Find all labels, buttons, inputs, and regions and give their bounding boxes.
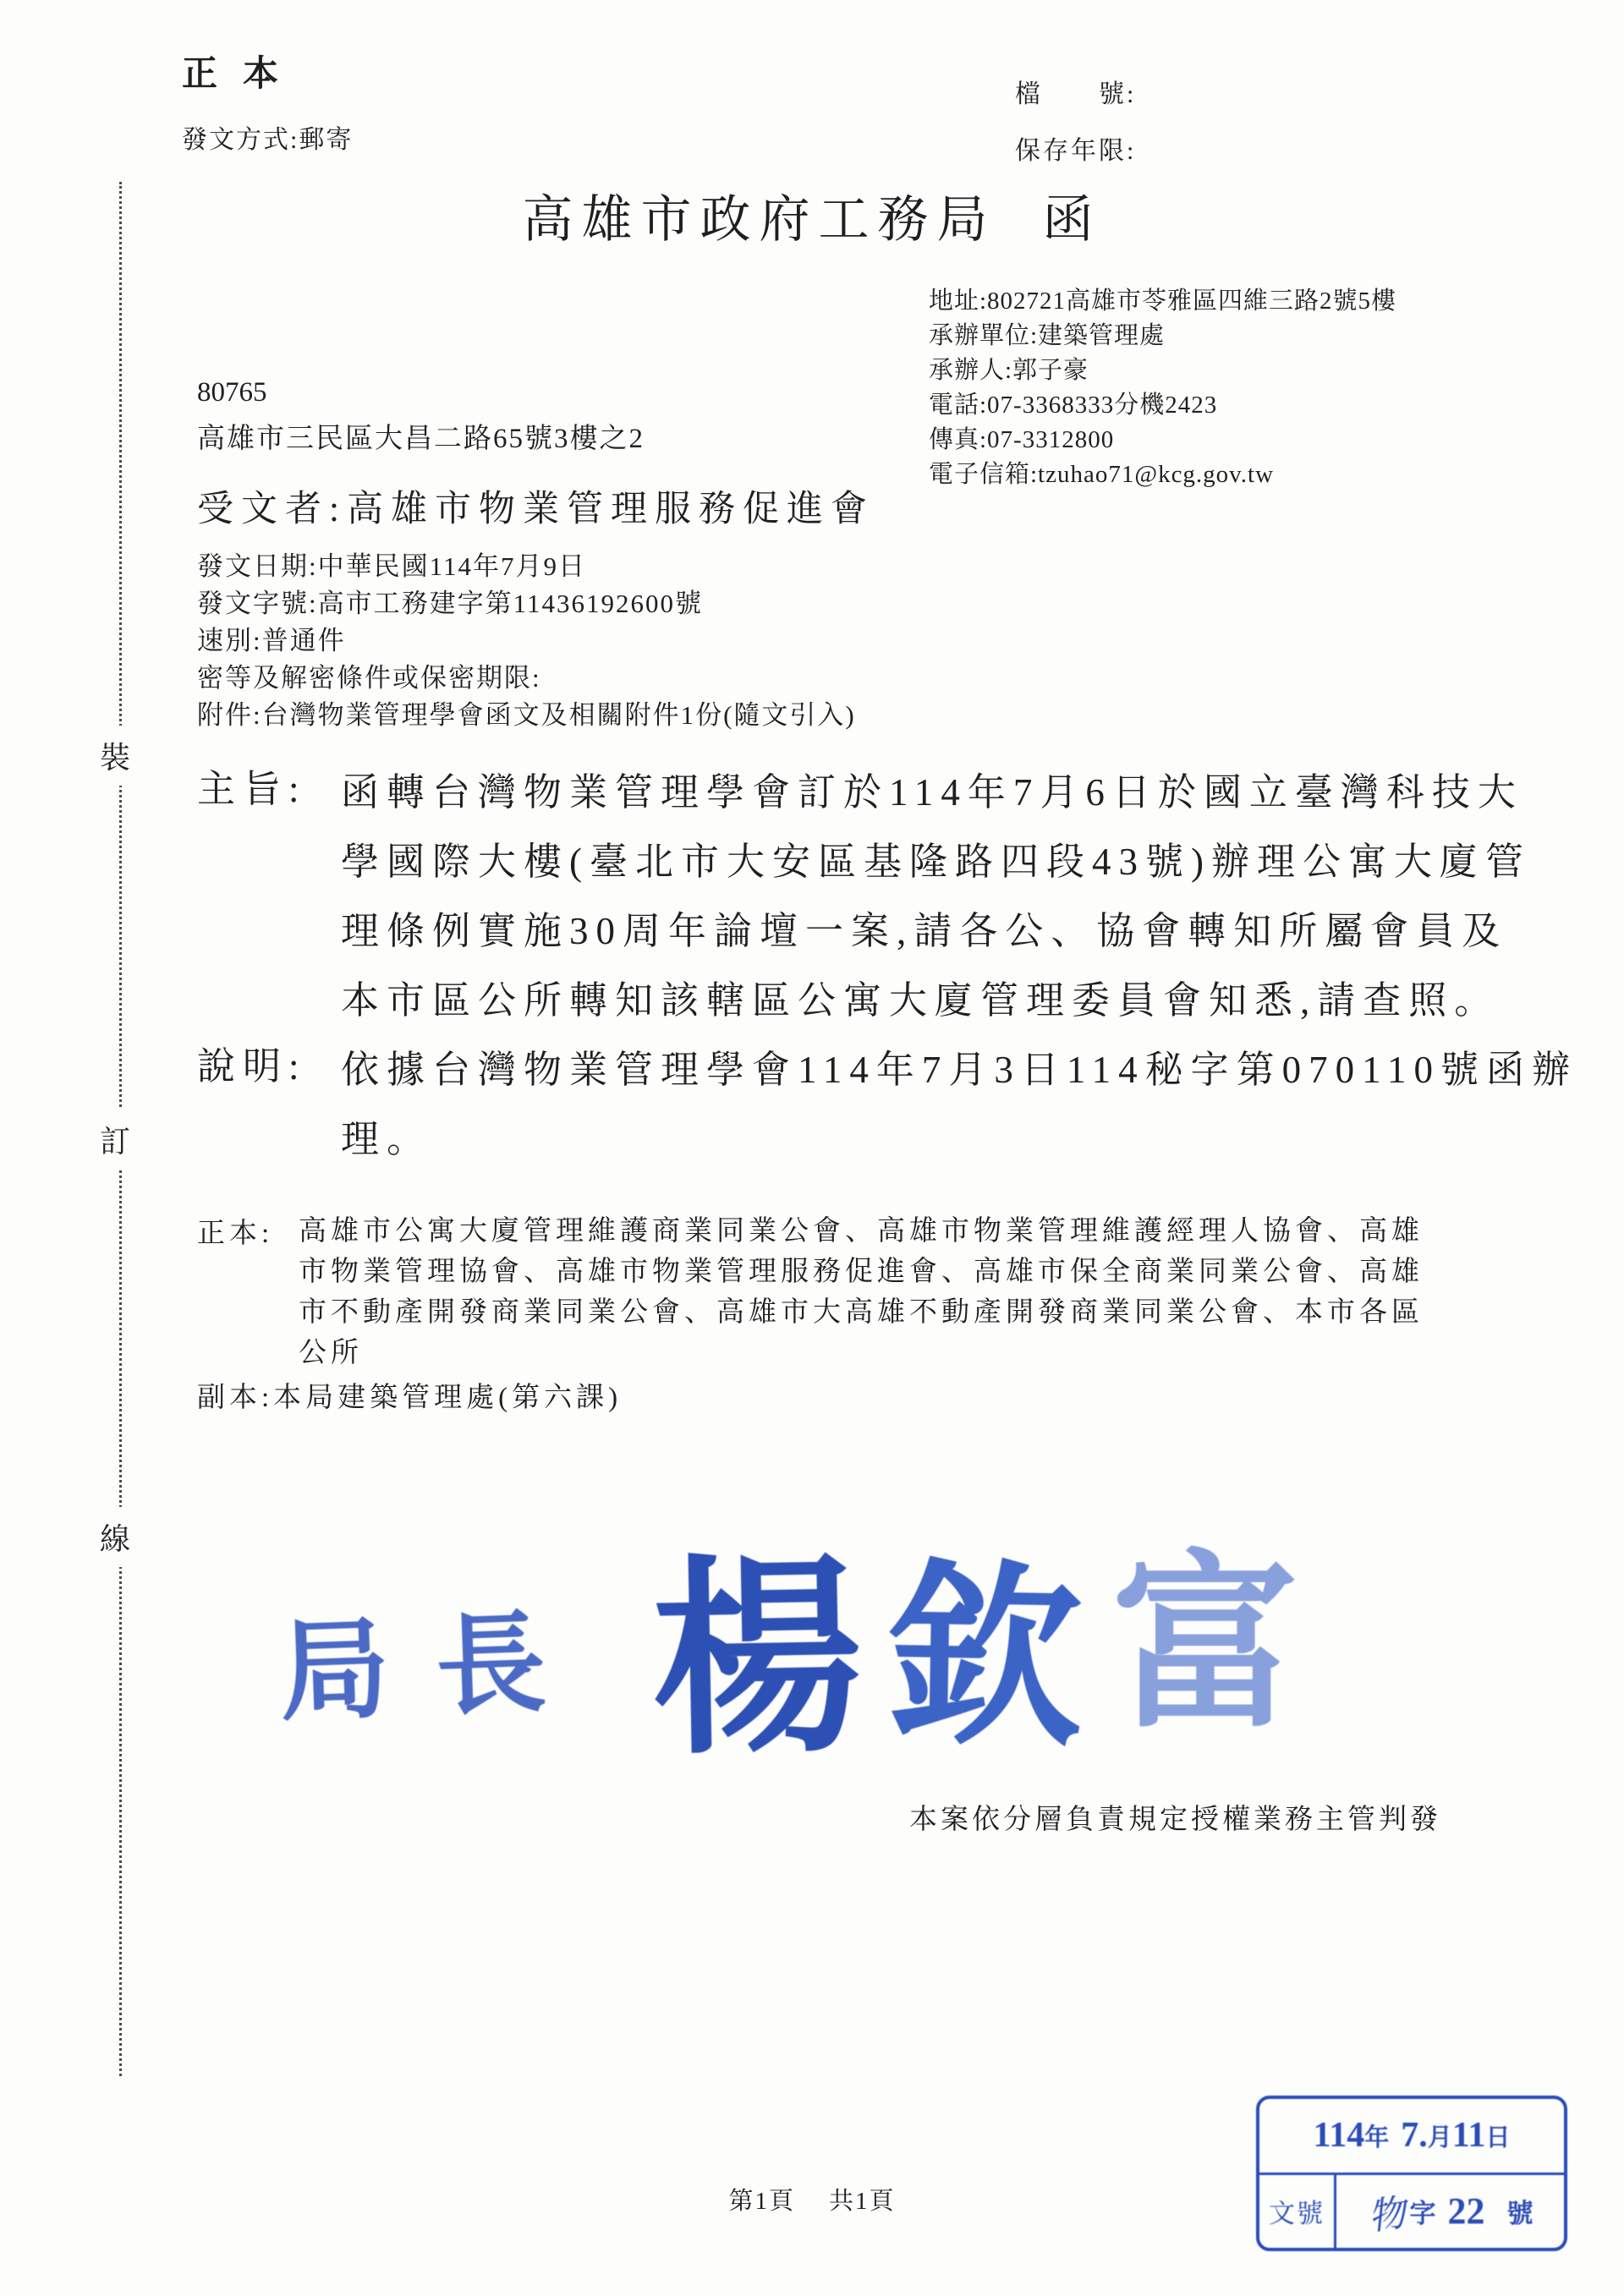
contact-person: 承辦人:郭子豪 (929, 357, 1089, 384)
subject-label: 主旨: (197, 768, 307, 810)
distribution-cc-value: 本局建築管理處(第六課) (273, 1383, 623, 1413)
retention-period-label: 保存年限: (1015, 137, 1137, 165)
stamp-year-unit: 年 (1364, 2123, 1390, 2151)
speed-class: 速別:普通件 (197, 626, 346, 655)
distribution-line: 市物業管理協會、高雄市物業管理服務促進會、高雄市保全商業同業公會、高雄 (299, 1257, 1424, 1287)
distribution-line: 高雄市公寓大廈管理維護商業同業公會、高雄市物業管理維護經理人協會、高雄 (299, 1216, 1424, 1247)
authorization-note: 本案依分層負責規定授權業務主管判發 (909, 1805, 1441, 1835)
page-current: 第1頁 (728, 2188, 795, 2215)
stamp-doc-no-value (1336, 2175, 1564, 2249)
director-title: 局長 (277, 1602, 595, 1734)
director-name (651, 1488, 1299, 1793)
distribution-main-section (197, 1211, 1424, 1373)
stamp-day: 11 (1451, 2116, 1486, 2156)
stamp-month-unit: 月 (1427, 2123, 1452, 2151)
contact-email: 電子信箱:tzuhao71@kcg.gov.tw (929, 461, 1275, 488)
stamp-number-unit: 號 (1506, 2199, 1533, 2229)
description-label: 說明: (197, 1045, 307, 1088)
distribution-cc-label: 副本: (197, 1383, 274, 1413)
received-date-stamp (1256, 2096, 1567, 2251)
received-stamp-date-row (1259, 2099, 1564, 2175)
stamp-number: 22 (1447, 2190, 1485, 2233)
contact-unit: 承辦單位:建築管理處 (929, 322, 1166, 349)
binding-mark-xian: 線 (100, 1507, 130, 1567)
description-line: 依據台灣物業管理學會114年7月3日114秘字第070110號函辦 (341, 1049, 1577, 1091)
subject-line: 函轉台灣物業管理學會訂於114年7月6日於國立臺灣科技大 (341, 771, 1523, 814)
subject-content (341, 758, 1531, 1035)
contact-address: 地址:802721高雄市苓雅區四維三路2號5樓 (929, 288, 1397, 315)
stamp-handwritten-char: 物 (1364, 2190, 1408, 2239)
file-number-label: 檔 號: (1015, 80, 1137, 108)
contact-phone: 電話:07-3368333分機2423 (929, 392, 1218, 419)
issue-number: 發文字號:高市工務建字第11436192600號 (197, 589, 703, 618)
subject-line: 理條例實施30周年論壇一案,請各公、協會轉知所屬會員及 (341, 910, 1508, 952)
copy-type-label: 正本 (182, 55, 304, 94)
director-name-char: 欽 (884, 1548, 1084, 1771)
document-type: 函 (1042, 192, 1102, 248)
stamp-day-unit: 日 (1485, 2123, 1511, 2151)
subject-section (197, 758, 1531, 1035)
stamp-month: 7. (1401, 2116, 1428, 2156)
distribution-line: 市不動產開發商業同業公會、高雄市大高雄不動產開發商業同業公會、本市各區 (299, 1297, 1424, 1328)
subject-line: 學國際大樓(臺北市大安區基隆路四段43號)辦理公寓大廈管 (341, 841, 1531, 883)
received-stamp-number-row (1259, 2175, 1564, 2249)
distribution-main-label: 正本: (197, 1219, 274, 1249)
distribution-cc-section (197, 1375, 622, 1415)
subject-line: 本市區公所轉知該轄區公寓大廈管理委員會知悉,請查照。 (341, 979, 1501, 1022)
description-line: 理。 (341, 1118, 433, 1160)
description-content (341, 1035, 1577, 1174)
page-total: 共1頁 (829, 2188, 896, 2215)
director-name-char: 富 (1111, 1543, 1300, 1751)
contact-info-block (929, 284, 1396, 492)
delivery-method: 發文方式:郵寄 (182, 126, 354, 154)
document-title-row (0, 179, 1624, 252)
binding-mark-ding: 訂 (100, 1110, 130, 1170)
security-class: 密等及解密條件或保密期限: (197, 663, 541, 693)
stamp-doc-no-label: 文號 (1259, 2175, 1336, 2249)
distribution-line: 公所 (299, 1338, 363, 1368)
document-meta-block (197, 548, 856, 734)
description-section (197, 1035, 1577, 1174)
distribution-main-content (299, 1211, 1424, 1373)
recipient-zip: 80765 (197, 377, 267, 408)
recipient-address: 高雄市三民區大昌二路65號3樓之2 (197, 424, 645, 454)
recipient-line: 受文者:高雄市物業管理服務促進會 (197, 490, 875, 529)
binding-mark-zhuang: 裝 (100, 726, 130, 786)
issue-date: 發文日期:中華民國114年7月9日 (197, 551, 586, 581)
stamp-year: 114 (1313, 2116, 1365, 2156)
issuing-agency-title: 高雄市政府工務局 (522, 192, 996, 248)
director-name-char: 楊 (650, 1542, 865, 1781)
attachment-note: 附件:台灣物業管理學會函文及相關附件1份(隨文引入) (197, 700, 856, 730)
contact-fax: 傳真:07-3312800 (929, 426, 1115, 453)
director-signature-stamp (279, 1488, 1299, 1793)
stamp-suffix: 字 (1409, 2199, 1436, 2229)
